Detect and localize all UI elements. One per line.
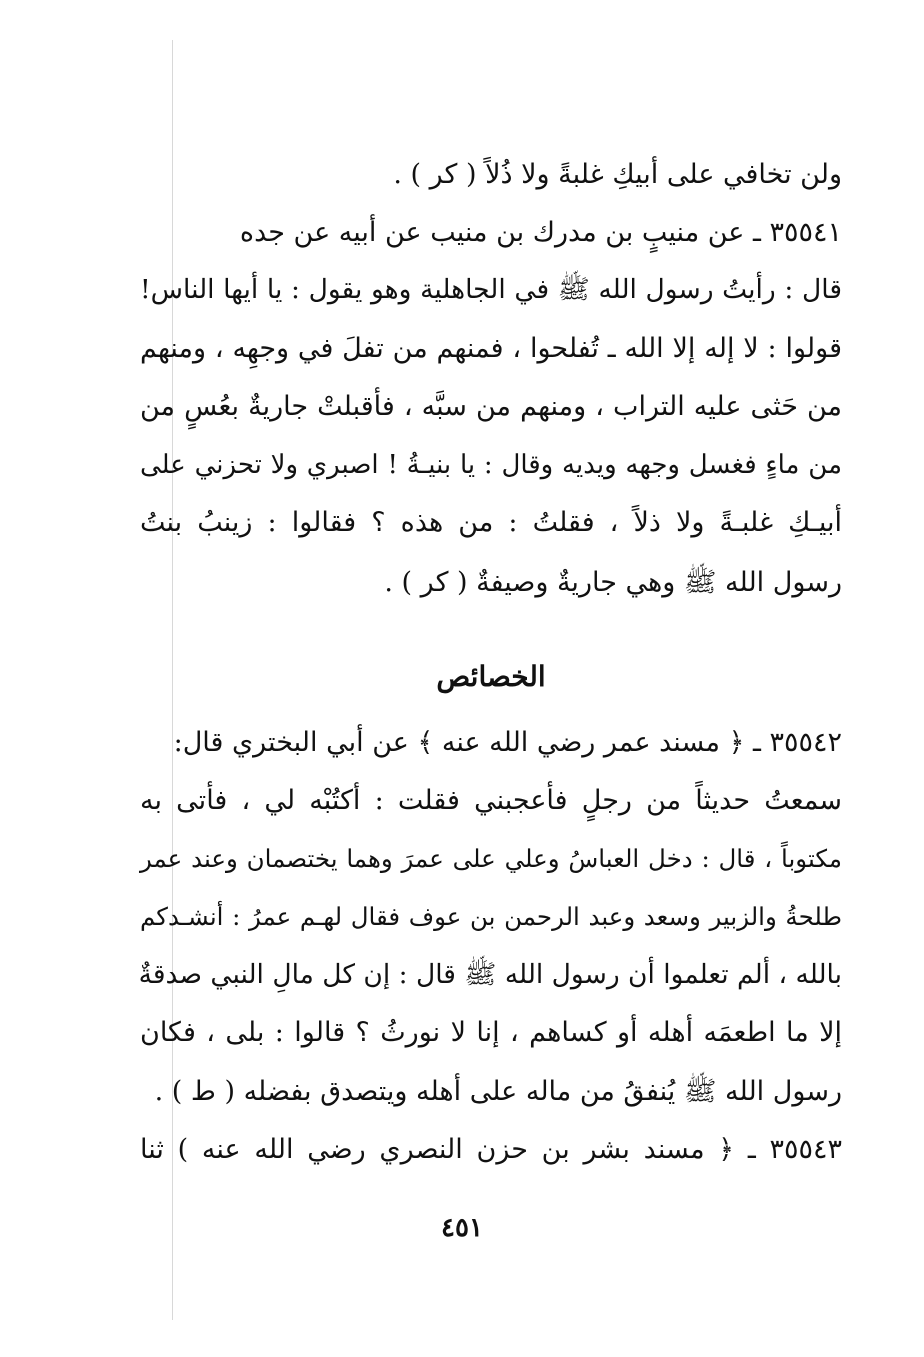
text-line: ٣٥٥٤٢ ـ ﴿ مسند عمر رضي الله عنه ﴾ عن أبي البختري قال: — [173, 727, 842, 758]
text-line: ٣٥٥٤١ ـ عن منيبٍ بن مدرك بن منيب عن أبيه عن جده — [239, 217, 842, 248]
page-number: ٤٥١ — [441, 1213, 483, 1243]
text-line: سمعتُ حديثاً من رجلٍ فأعجبني فقلت : أكتُبْه لي ، فأتى به — [140, 785, 842, 816]
text-line: إلا ما اطعمَه أهله أو كساهم ، إنا لا نورثُ ؟ قالوا : بلى ، فكان — [140, 1017, 842, 1048]
text-line: قال : رأيتُ رسول الله ﷺ في الجاهلية وهو يقول : يا أيها الناس! — [140, 274, 842, 305]
text-line: بالله ، ألم تعلموا أن رسول الله ﷺ قال : إن كل مالِ النبي صدقةٌ — [138, 959, 842, 990]
text-line: من حَثى عليه التراب ، ومنهم من سبَّه ، فأقبلتْ جاريةٌ بعُسٍ من — [140, 391, 842, 422]
text-line: من ماءٍ فغسل وجهه ويديه وقال : يا بنيـةُ ! اصبري ولا تحزني على — [140, 450, 842, 480]
text-line: طلحةُ والزبير وسعد وعبد الرحمن بن عوف فقال لهـم عمرُ : أنشـدكم — [140, 902, 842, 931]
text-line: رسول الله ﷺ يُنفقُ من ماله على أهله ويتصدق بفضله ( ط ) . — [154, 1076, 842, 1107]
section-heading: الخصائص — [436, 660, 546, 693]
text-line: ٣٥٥٤٣ ـ ﴿ مسند بشر بن حزن النصري رضي الله عنه ) ثنا — [140, 1134, 842, 1165]
text-line: أبيـكِ غلبـةً ولا ذلاً ، فقلتُ : من هذه ؟ فقالوا : زينبُ بنتُ — [140, 507, 842, 538]
text-line: قولوا : لا إله إلا الله ـ تُفلحوا ، فمنهم من تفلَ في وجهِه ، ومنهم — [140, 333, 842, 364]
text-line: مكتوباً ، قال : دخل العباسُ وعلي على عمرَ وهما يختصمان وعند عمر — [140, 844, 842, 873]
text-line: ولن تخافي على أبيكِ غلبةً ولا ذُلاً ( كر ) . — [393, 159, 842, 190]
text-line: رسول الله ﷺ وهي جاريةٌ وصيفةٌ ( كر ) . — [384, 567, 842, 598]
